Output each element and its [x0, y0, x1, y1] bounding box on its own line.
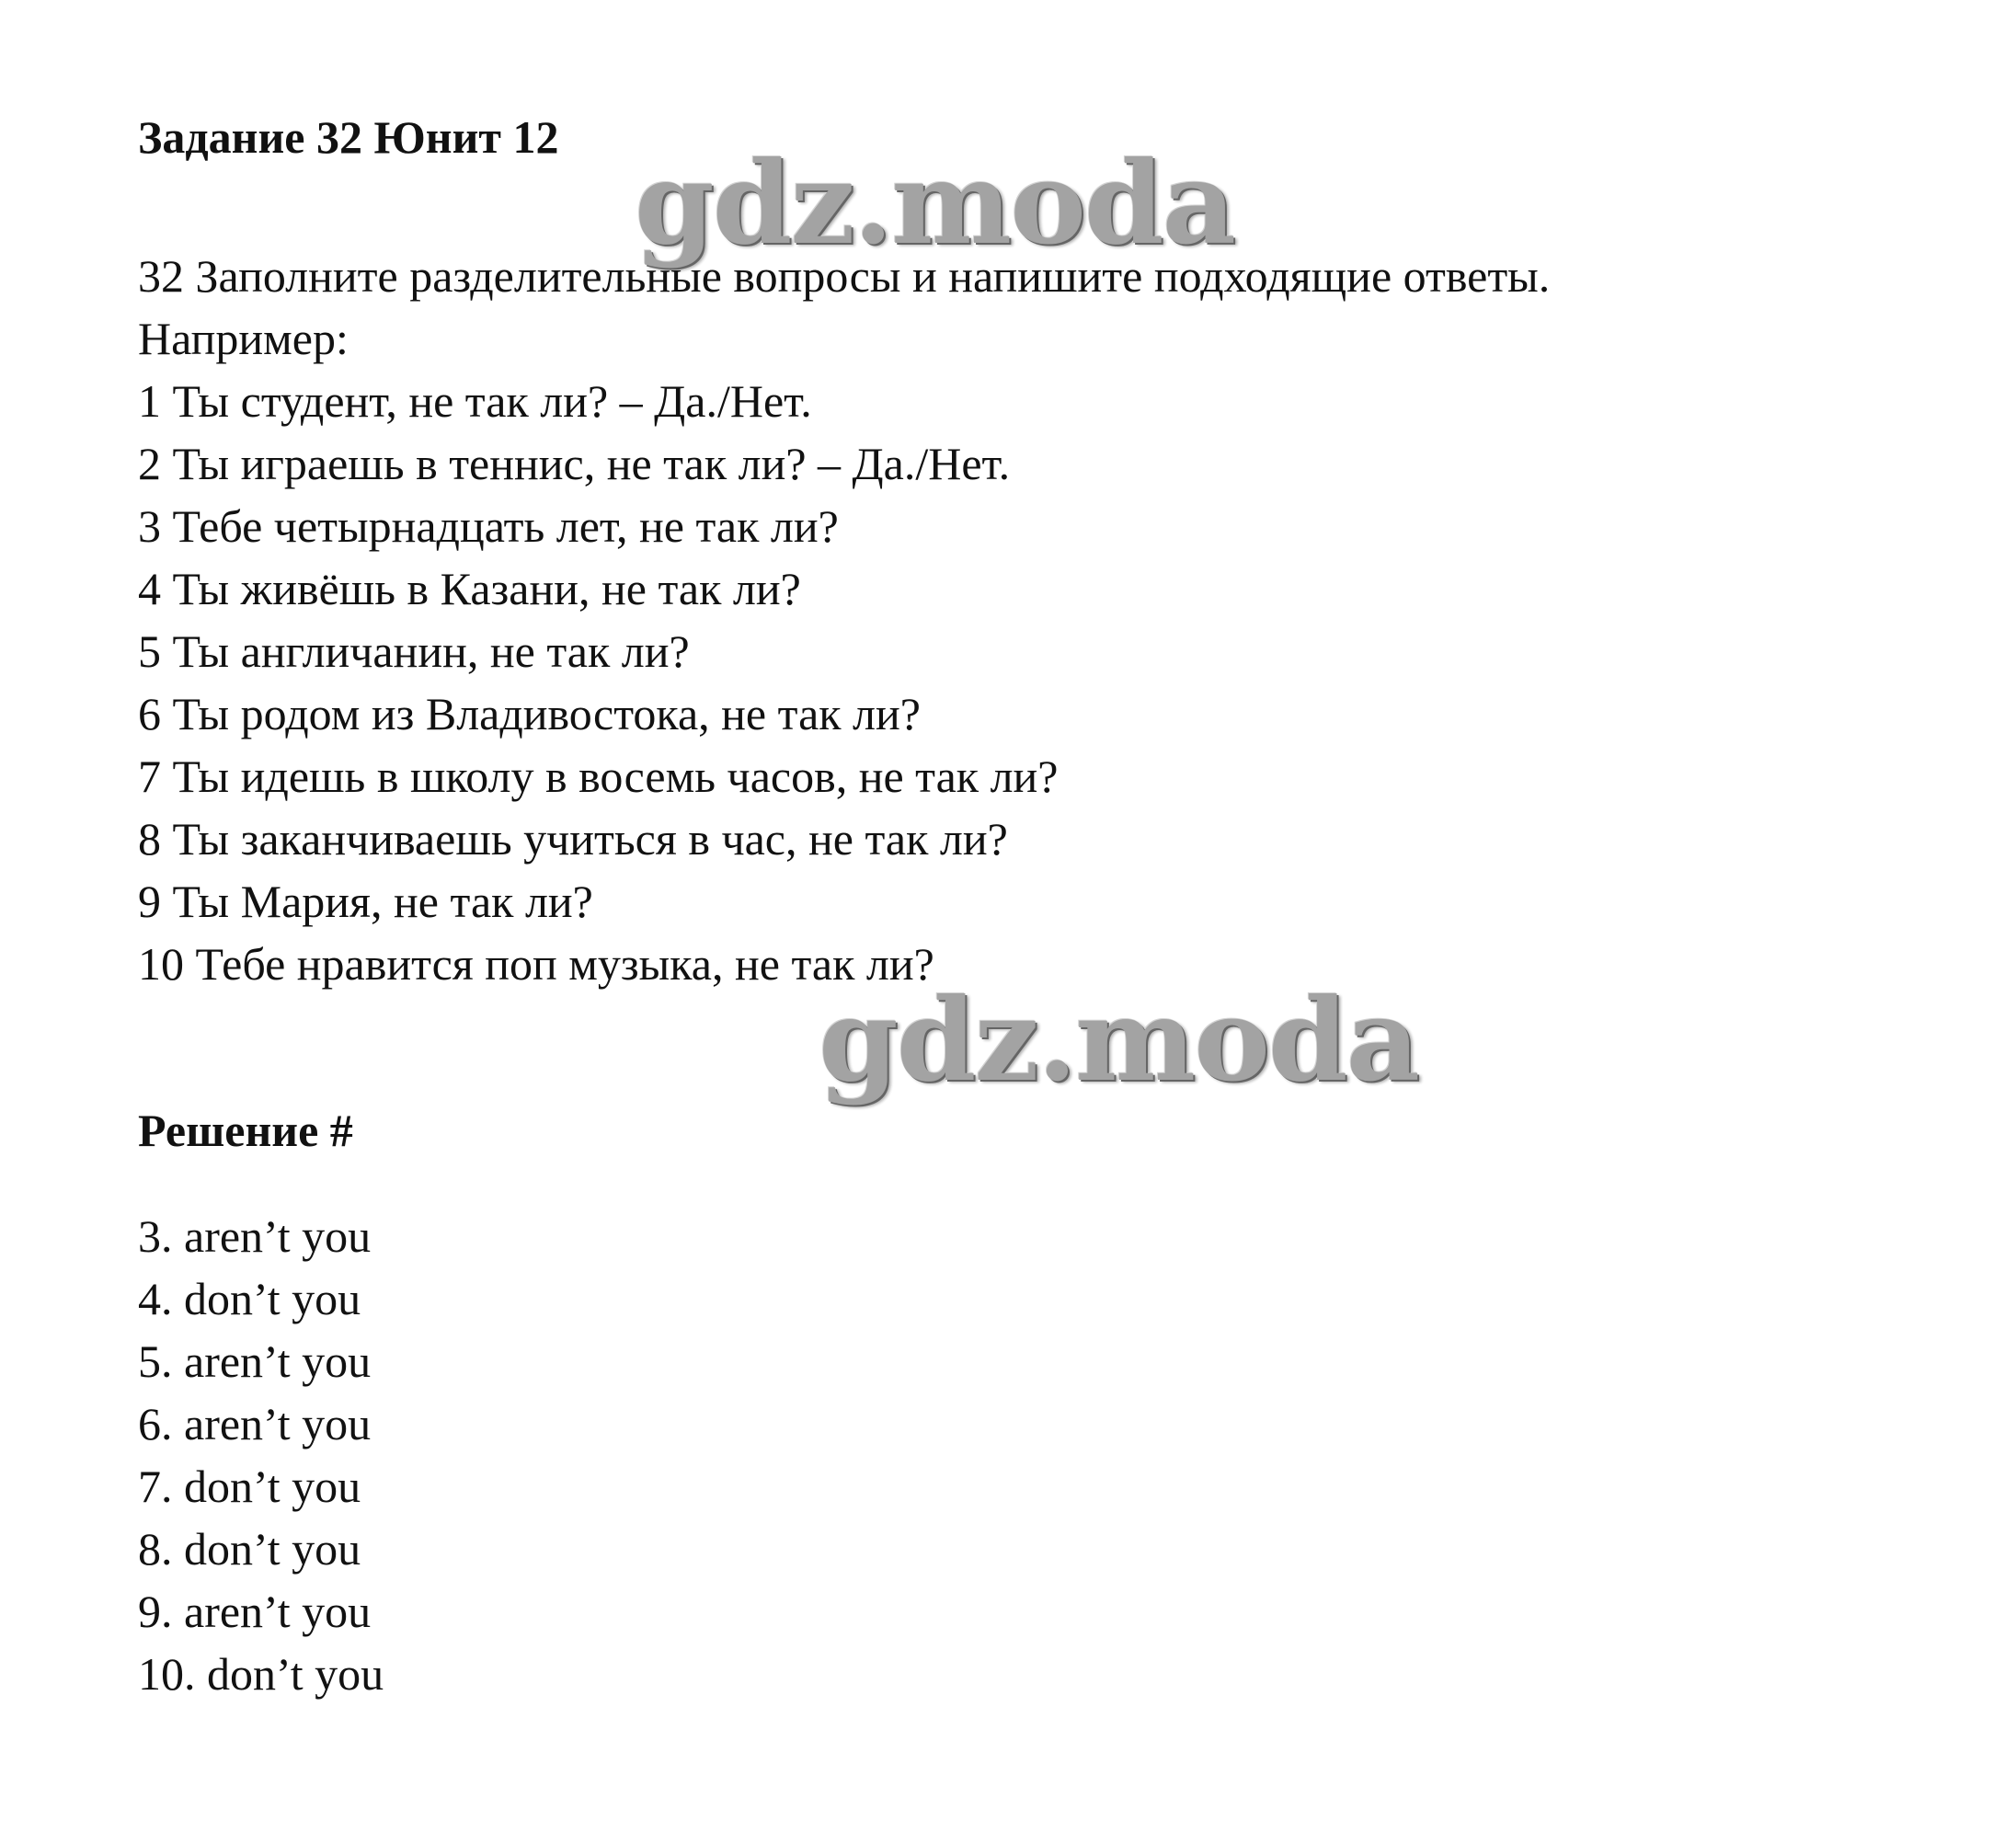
- task-item: 2 Ты играешь в теннис, не так ли? – Да./Нет.: [138, 438, 1011, 489]
- task-example-label: Например:: [138, 313, 349, 364]
- solution-heading: Решение #: [138, 1105, 353, 1156]
- watermark-logo: gdz.moda: [635, 137, 1234, 270]
- answer-item: 10. don’t you: [138, 1648, 384, 1700]
- answer-item: 9. aren’t you: [138, 1586, 372, 1637]
- answer-item: 8. don’t you: [138, 1523, 361, 1575]
- task-text: [138, 245, 1550, 995]
- task-heading: Задание 32 Юнит 12: [138, 111, 559, 163]
- watermark-logo: gdz.moda: [819, 974, 1418, 1107]
- answer-item: 7. don’t you: [138, 1461, 361, 1512]
- task-item: 8 Ты заканчиваешь учиться в час, не так ли?: [138, 813, 1008, 865]
- task-item: 1 Ты студент, не так ли? – Да./Нет.: [138, 375, 812, 427]
- task-instruction: 32 Заполните разделительные вопросы и напишите подходящие ответы.: [138, 250, 1551, 302]
- task-item: 3 Тебе четырнадцать лет, не так ли?: [138, 500, 839, 552]
- answer-item: 4. don’t you: [138, 1273, 361, 1324]
- answer-list: [138, 1205, 384, 1705]
- answer-item: 5. aren’t you: [138, 1335, 372, 1387]
- answer-item: 6. aren’t you: [138, 1398, 372, 1449]
- task-item: 7 Ты идешь в школу в восемь часов, не так ли?: [138, 750, 1059, 802]
- answer-item: 3. aren’t you: [138, 1210, 372, 1262]
- task-item: 9 Ты Мария, не так ли?: [138, 876, 593, 927]
- task-item: 4 Ты живёшь в Казани, не так ли?: [138, 563, 801, 614]
- task-item: 6 Ты родом из Владивостока, не так ли?: [138, 688, 921, 739]
- task-item: 10 Тебе нравится поп музыка, не так ли?: [138, 938, 934, 990]
- task-item: 5 Ты англичанин, не так ли?: [138, 625, 690, 677]
